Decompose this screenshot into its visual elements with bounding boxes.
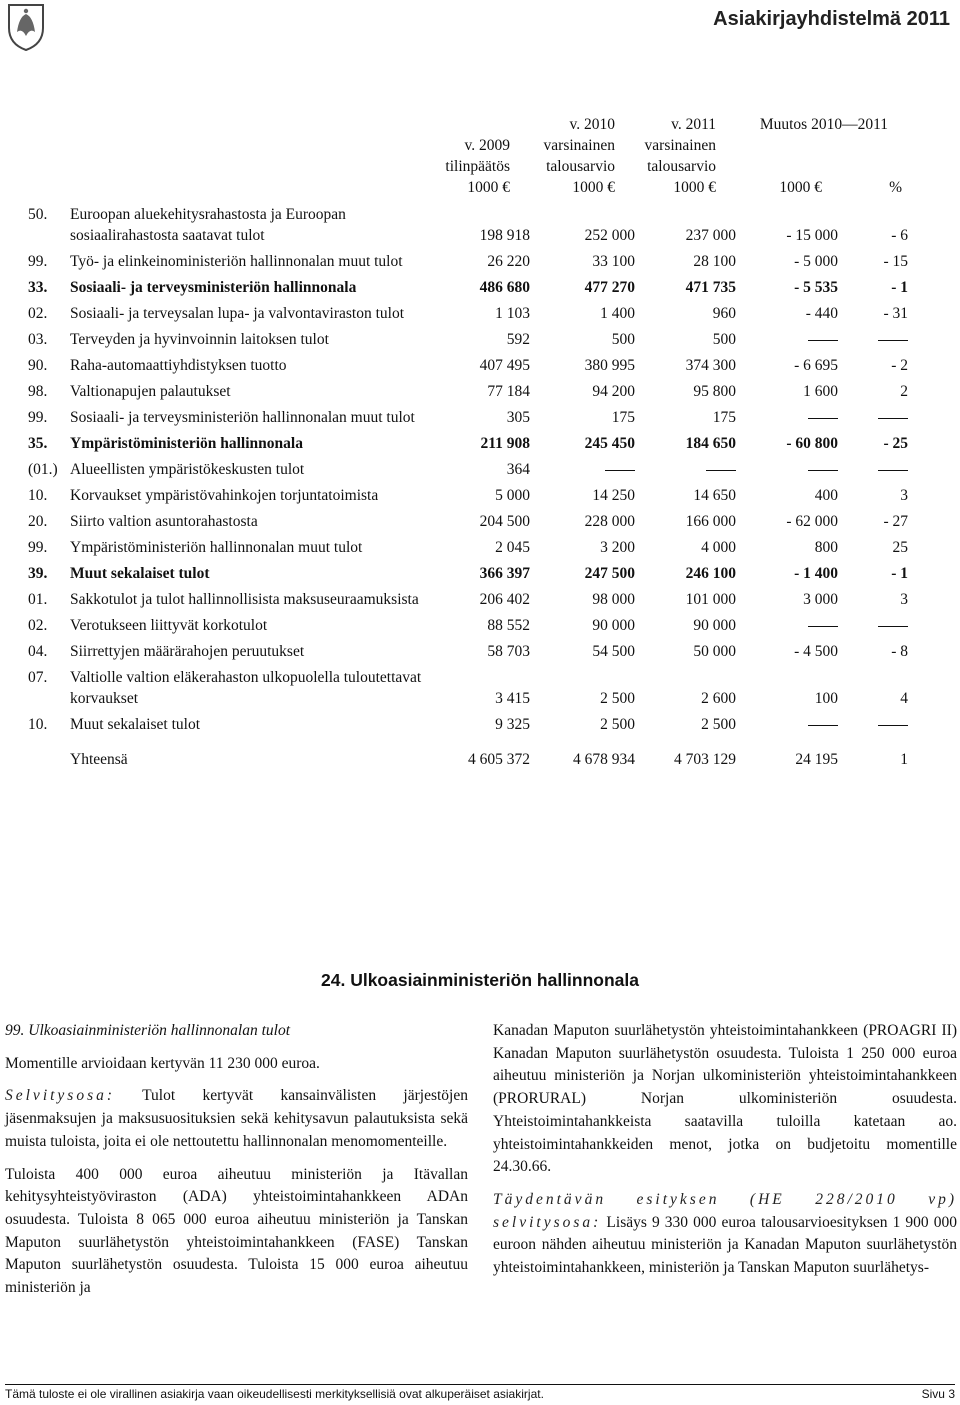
table-row — [28, 667, 908, 714]
row-value-v2009: 9 325 — [495, 716, 530, 733]
row-value-v2011: 471 735 — [685, 279, 736, 296]
row-value-v2010: 252 000 — [584, 227, 635, 244]
empty-dash — [530, 459, 635, 485]
row-value-v2011: 50 000 — [693, 643, 736, 660]
footer-disclaimer: Tämä tuloste ei ole virallinen asiakirja vaan oikeudellisesti merkityksellisiä ovat alkuperäiset asiakirjat. — [5, 1387, 544, 1401]
row-value-chg: - 5 000 — [794, 253, 838, 270]
table-row — [28, 407, 908, 433]
row-value-v2011: 4 000 — [701, 539, 736, 556]
row-value-chg: - 1 400 — [794, 565, 838, 582]
table-row — [28, 615, 908, 641]
row-label: Valtionapujen palautukset — [70, 383, 231, 400]
row-code: 02. — [28, 617, 48, 634]
right-column — [493, 1020, 957, 1280]
row-value-v2011: 500 — [712, 331, 736, 348]
row-value-v2010: 247 500 — [584, 565, 635, 582]
row-value-v2010: 500 — [611, 331, 635, 348]
empty-dash — [838, 459, 908, 485]
table-row — [28, 589, 908, 615]
row-value-v2009: 364 — [506, 461, 530, 478]
row-label: Ympäristöministeriön hallinnonalan muut tulot — [70, 539, 363, 556]
table-row — [28, 329, 908, 355]
row-value-v2009: 366 397 — [479, 565, 530, 582]
row-value-chg: - 5 535 — [794, 279, 838, 296]
row-value-chg: 800 — [814, 539, 838, 556]
row-value-pct: - 6 — [891, 227, 908, 244]
row-label: Sosiaali- ja terveysministeriön hallinnonalan muut tulot — [70, 409, 415, 426]
row-value-v2010: 1 400 — [600, 305, 635, 322]
row-value-v2010: 54 500 — [592, 643, 635, 660]
row-value-v2011: 101 000 — [685, 591, 736, 608]
footer — [5, 1387, 955, 1401]
row-value-v2011: 237 000 — [685, 227, 736, 244]
total-change-pct: 1 — [900, 751, 908, 768]
row-code: 02. — [28, 305, 48, 322]
row-label: Muut sekalaiset tulot — [70, 565, 210, 582]
row-value-pct: - 27 — [883, 513, 908, 530]
row-code: 20. — [28, 513, 48, 530]
row-value-v2010: 2 500 — [600, 716, 635, 733]
footer-divider — [5, 1384, 955, 1385]
row-value-chg: 100 — [814, 690, 838, 707]
table-row — [28, 303, 908, 329]
table-row — [28, 485, 908, 511]
selvitys-label: Selvitysosa: — [5, 1087, 116, 1105]
empty-dash — [736, 714, 838, 740]
row-value-v2011: 166 000 — [685, 513, 736, 530]
row-value-v2011: 246 100 — [685, 565, 736, 582]
row-code: 99. — [28, 409, 48, 426]
row-value-chg: 3 000 — [803, 591, 838, 608]
row-value-v2011: 2 500 — [701, 716, 736, 733]
column-headers — [0, 114, 960, 204]
row-value-chg: - 15 000 — [786, 227, 838, 244]
row-code: 03. — [28, 331, 48, 348]
table-row — [28, 511, 908, 537]
empty-dash — [838, 407, 908, 433]
row-label: Terveyden ja hyvinvoinnin laitoksen tulot — [70, 331, 329, 348]
row-label: Verotukseen liittyvät korkotulot — [70, 617, 268, 634]
table-row — [28, 459, 908, 485]
row-code: 99. — [28, 539, 48, 556]
row-value-v2010: 175 — [611, 409, 635, 426]
row-code: 10. — [28, 716, 48, 733]
row-value-v2010: 477 270 — [584, 279, 635, 296]
right-paragraph-1: Kanadan Maputon suurlähetystön yhteistoimintahankkeen (PROAGRI II) Kanadan Maputon suurlähetystön osuudesta. Tuloista 1 250 000 euroa aiheutuu ministeriön ja Norjan ulkoministeriön yhteistoimintahankkeen (PRORURAL) Norjan ulkoministeriön osuudesta. Yhteistoimintahankkeista saatavilla tuloilla katetaan ao. yhteistoimintahankkeiden menot, jotka on budjetoitu momentille 24.30.66. — [493, 1022, 957, 1176]
header-2010: v. 2010 varsinainen talousarvio 1000 € — [543, 116, 615, 196]
row-value-chg: - 6 695 — [794, 357, 838, 374]
row-value-v2011: 960 — [712, 305, 736, 322]
row-value-v2011: 175 — [712, 409, 736, 426]
row-label: Sosiaali- ja terveysministeriön hallinnonala — [70, 279, 357, 296]
row-value-v2009: 3 415 — [495, 690, 530, 707]
taydentava-paragraph: Täydentävän esityksen (HE 228/2010 vp) selvitysosa: Lisäys 9 330 000 euroa talousarvioesityksen 1 900 000 euroon nähden aiheutuu ministeriön ja Kanadan Maputon suurlähetystön yhteistoimintahankkeen, ministeriön ja Tanskan Maputon suurlähetys- — [493, 1190, 958, 1277]
empty-dash — [838, 329, 908, 355]
row-value-v2010: 90 000 — [592, 617, 635, 634]
row-value-v2010: 98 000 — [592, 591, 635, 608]
total-2010: 4 678 934 — [573, 751, 635, 768]
empty-dash — [736, 615, 838, 641]
row-code: 98. — [28, 383, 48, 400]
row-value-v2011: 2 600 — [701, 690, 736, 707]
row-value-pct: - 15 — [883, 253, 908, 270]
row-value-v2009: 211 908 — [480, 435, 530, 452]
row-code: 33. — [28, 279, 48, 296]
row-value-v2010: 94 200 — [592, 383, 635, 400]
row-code: 04. — [28, 643, 48, 660]
row-value-chg: - 440 — [805, 305, 838, 322]
table-row — [28, 563, 908, 589]
row-value-pct: - 8 — [891, 643, 908, 660]
header-change-title: Muutos 2010—2011 — [759, 116, 888, 133]
table-row — [28, 204, 908, 251]
taydentava-label: Täydentävän esityksen (HE 228/2010 vp) selvitysosa: — [493, 1190, 957, 1231]
row-code: 39. — [28, 565, 48, 582]
row-value-v2009: 305 — [506, 409, 530, 426]
row-value-chg: 400 — [814, 487, 838, 504]
row-value-chg: - 60 800 — [786, 435, 838, 452]
table-row — [28, 537, 908, 563]
row-label: Euroopan aluekehitysrahastosta ja Euroopan sosiaalirahastosta saatavat tulot — [70, 206, 346, 244]
row-value-pct: 3 — [900, 487, 908, 504]
table-row — [28, 641, 908, 667]
empty-dash — [736, 459, 838, 485]
row-label: Alueellisten ympäristökeskusten tulot — [70, 461, 305, 478]
row-value-pct: - 1 — [891, 565, 908, 582]
left-column — [5, 1020, 468, 1300]
empty-dash — [838, 714, 908, 740]
row-value-pct: 3 — [900, 591, 908, 608]
row-value-v2010: 380 995 — [584, 357, 635, 374]
moment-title: 99. Ulkoasiainministeriön hallinnonalan tulot — [5, 1022, 291, 1039]
row-value-v2009: 198 918 — [479, 227, 530, 244]
intro-text: Momentille arvioidaan kertyvän 11 230 000 euroa. — [5, 1054, 320, 1072]
row-code: 35. — [28, 435, 48, 452]
row-label: Muut sekalaiset tulot — [70, 716, 201, 733]
row-value-v2011: 374 300 — [685, 357, 736, 374]
total-row — [28, 740, 908, 770]
header-2009: v. 2009 tilinpäätös 1000 € — [445, 137, 510, 196]
row-label: Ympäristöministeriön hallinnonala — [70, 435, 303, 452]
row-value-v2009: 486 680 — [479, 279, 530, 296]
row-value-pct: 25 — [892, 539, 908, 556]
row-value-pct: 2 — [900, 383, 908, 400]
row-value-chg: - 62 000 — [786, 513, 838, 530]
section-title: 24. Ulkoasiainministeriön hallinnonala — [321, 970, 639, 990]
table-row — [28, 714, 908, 740]
row-value-v2009: 58 703 — [487, 643, 530, 660]
empty-dash — [736, 407, 838, 433]
budget-table — [28, 204, 908, 770]
row-value-v2009: 204 500 — [479, 513, 530, 530]
header-change-pct: % — [889, 179, 902, 196]
page-number: Sivu 3 — [921, 1387, 955, 1401]
row-label: Valtiolle valtion eläkerahaston ulkopuolella tuloutettavat korvaukset — [70, 669, 422, 707]
row-value-v2009: 88 552 — [487, 617, 530, 634]
row-value-v2009: 206 402 — [479, 591, 530, 608]
row-label: Sakkotulot ja tulot hallinnollisista maksuseuraamuksista — [70, 591, 419, 608]
row-value-v2010: 2 500 — [600, 690, 635, 707]
left-paragraph-2: Tuloista 400 000 euroa aiheutuu ministeriön ja Itävallan kehitysyhteistyöviraston (ADA) yhteistoimintahankkeen ADAn osuudesta. Tuloista 8 065 000 euroa aiheutuu ministeriön ja Tanskan Maputon suurlähetystön yhteistoimintahankkeen (FASE) Tanskan Maputon suurlähetystön osuudesta. Tuloista 15 000 euroa aiheutuu ministeriön ja — [5, 1165, 468, 1297]
row-value-v2009: 5 000 — [495, 487, 530, 504]
row-value-v2010: 33 100 — [592, 253, 635, 270]
row-value-chg: 1 600 — [803, 383, 838, 400]
row-value-v2009: 407 495 — [479, 357, 530, 374]
row-value-pct: - 2 — [891, 357, 908, 374]
table-row — [28, 251, 908, 277]
row-code: 99. — [28, 253, 48, 270]
row-label: Korvaukset ympäristövahinkojen torjuntatoimista — [70, 487, 379, 504]
table-row — [28, 381, 908, 407]
row-code: 07. — [28, 669, 48, 686]
row-label: Raha-automaattiyhdistyksen tuotto — [70, 357, 287, 374]
row-value-v2009: 77 184 — [487, 383, 530, 400]
row-value-v2010: 228 000 — [584, 513, 635, 530]
row-value-v2009: 592 — [506, 331, 530, 348]
document-title: Asiakirjayhdistelmä 2011 — [713, 8, 950, 30]
row-code: (01.) — [28, 461, 58, 478]
row-value-pct: - 25 — [883, 435, 908, 452]
row-label: Työ- ja elinkeinoministeriön hallinnonalan muut tulot — [70, 253, 403, 270]
total-label: Yhteensä — [70, 751, 128, 768]
table-row — [28, 277, 908, 303]
empty-dash — [838, 615, 908, 641]
total-2009: 4 605 372 — [468, 751, 530, 768]
empty-dash — [635, 459, 736, 485]
row-value-v2009: 1 103 — [495, 305, 530, 322]
row-value-v2009: 2 045 — [495, 539, 530, 556]
row-value-v2011: 14 650 — [693, 487, 736, 504]
total-2011: 4 703 129 — [674, 751, 736, 768]
row-value-v2011: 90 000 — [693, 617, 736, 634]
row-label: Siirrettyjen määrärahojen peruutukset — [70, 643, 305, 660]
row-value-pct: 4 — [900, 690, 908, 707]
header-2011: v. 2011 varsinainen talousarvio 1000 € — [644, 116, 716, 196]
total-change: 24 195 — [795, 751, 838, 768]
row-value-chg: - 4 500 — [794, 643, 838, 660]
row-label: Sosiaali- ja terveysalan lupa- ja valvontaviraston tulot — [70, 305, 405, 322]
selvitys-paragraph: Selvitysosa: Tulot kertyvät kansainvälisten järjestöjen jäsenmaksujen ja maksusuosituksien sekä kehitysavun palautuksista sekä muista tuloista, joita ei ole nettoutettu hallinnonalan menomomenteille. — [5, 1087, 468, 1150]
row-value-v2011: 184 650 — [685, 435, 736, 452]
row-label: Siirto valtion asuntorahastosta — [70, 513, 258, 530]
row-value-v2011: 95 800 — [693, 383, 736, 400]
row-code: 10. — [28, 487, 48, 504]
row-value-pct: - 31 — [883, 305, 908, 322]
table-row — [28, 355, 908, 381]
coat-of-arms-logo — [6, 2, 46, 52]
row-code: 50. — [28, 206, 48, 223]
table-row — [28, 433, 908, 459]
header-change-eur: 1000 € — [779, 179, 822, 196]
row-value-v2009: 26 220 — [487, 253, 530, 270]
row-code: 90. — [28, 357, 48, 374]
row-value-v2010: 3 200 — [600, 539, 635, 556]
row-value-v2010: 14 250 — [592, 487, 635, 504]
row-value-v2011: 28 100 — [693, 253, 736, 270]
row-code: 01. — [28, 591, 48, 608]
row-value-v2010: 245 450 — [584, 435, 635, 452]
row-value-pct: - 1 — [891, 279, 908, 296]
empty-dash — [736, 329, 838, 355]
